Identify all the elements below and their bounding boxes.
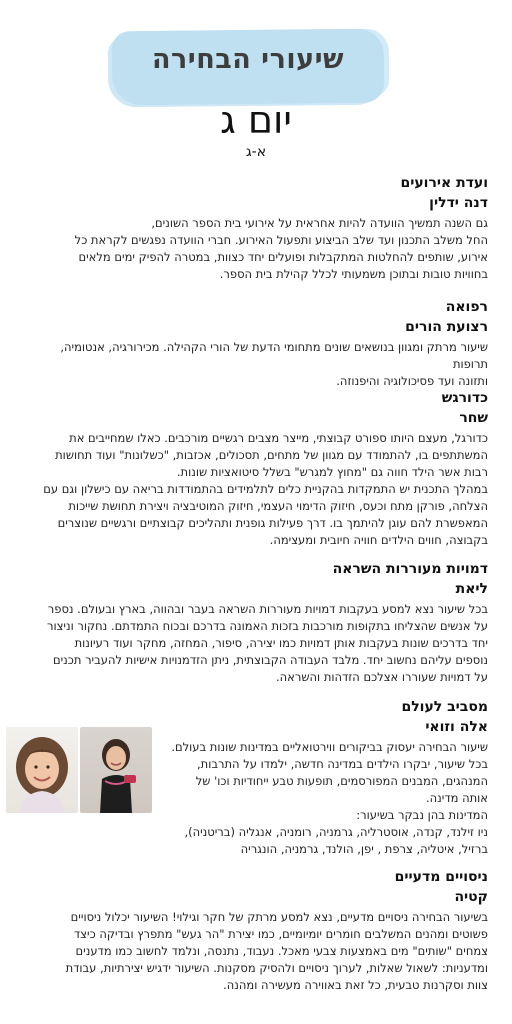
section-football: [22, 389, 488, 549]
photo-girl-standing: [80, 727, 152, 813]
section-teacher: קטיה: [454, 889, 488, 905]
page-title: שיעורי הבחירה: [151, 44, 345, 75]
section-inspiring-figures: [22, 560, 488, 686]
section-around-the-world: [158, 698, 488, 858]
description-line: בכל שיעור, יבקרו הילדים במדינה חדשה, ילמדו על התרבות,: [197, 757, 488, 771]
description-line: צוות וסקרנות טבעית, כל זאת באווירה מעשירה ומהנה.: [223, 978, 488, 992]
section-description: [22, 339, 488, 390]
section-title: ניסויים מדעיים: [394, 869, 488, 885]
description-line: המדינות בהן נבקר בשיעור:: [356, 808, 488, 822]
section-science-experiments: [22, 868, 488, 994]
description-line: ותזונה ועד פסיכולוגיה והיפנוזה.: [336, 374, 488, 388]
section-teacher: דנה ידלין: [429, 195, 488, 211]
description-line: בכל שיעור נצא למסע בעקבות דמויות מעוררות השראה בעבר ובהווה, בארץ ובעולם. נספר: [47, 602, 488, 616]
section-title: מסביב לעולם: [401, 699, 488, 715]
description-line: יחד בדרכים שונות בעקבות אותן דמויות כמו יצירה, סיפור, המחזה, מחקר ועוד רעיונות: [74, 636, 488, 650]
description-line: במהלך התכנית יש התמקדות בהקניית כלים לתלמידים בהתמודדות בריאה עם כישלון וגם עם: [43, 482, 488, 496]
girl-portrait-image: [6, 727, 78, 813]
section-medicine: [22, 298, 488, 390]
section-description: [22, 601, 488, 686]
description-line: המשתתפים בו, להתמודד עם מגוון של מתחים, תסכולים, אכזבות, "כשלונות" ועוד תחושות: [55, 448, 488, 462]
girl-standing-image: [80, 727, 152, 813]
photo-girl-smiling: [6, 727, 78, 813]
description-line: החל משלב התכנון ועד שלב הביצוע ותפעול האירוע. חברי הוועדה נפגשים לקראת כל: [74, 233, 488, 247]
section-title: רפואה: [445, 299, 488, 315]
teachers-photos: [6, 727, 152, 813]
description-line: המאפשרת להם עוגן להיתמך בו. דרך פעילות גופנית ותהליכים קבוצתיים ורגשיים שנוצרים: [57, 516, 488, 530]
description-line: ברזיל, איטליה, צרפת , יפן, הולנד, גרמניה, הונגריה: [240, 842, 488, 856]
description-line: בחוויות טובות ובתוכן משמעותי לכלל קהילת בית הספר.: [219, 267, 488, 281]
description-line: נוספים עליהם נחשוב יחד. מלבד העבודה הקבוצתית, ניתן הזדמנויות אישיות להעביר תכנים: [52, 653, 488, 667]
description-line: צמחים "שותים" מים באמצעות צבעי מאכל. נעבוד, נתנסה, ונלמד לחשוב כמו מדענים: [75, 944, 488, 958]
section-title: דמויות מעוררות השראה: [332, 561, 488, 577]
section-description: [22, 909, 488, 994]
description-line: כדורגל, מעצם היותו ספורט קבוצתי, מייצר מצבים רגשיים מורכבים. כאלו שמחייבים את: [69, 431, 488, 445]
section-teacher: שחר: [459, 410, 488, 426]
description-line: שיעור הבחירה יעסוק בביקורים ווירטואליים במדינות שונות בעולם.: [171, 740, 488, 754]
section-teacher: רצועת הורים: [405, 319, 488, 335]
description-line: אירוע, שותפים להחלטות המתקבלות ופועלים יחד כצוות, במטרה להפיק ימים מלאים: [78, 250, 488, 264]
description-line: רבות אשר הילד חווה גם "מחוץ למגרש" בשלל סיטואציות שונות.: [176, 465, 488, 479]
description-line: פשוטים ומהנים המשלבים חומרים יומיומיים, כמו יצירת "הר געש" מתפרץ ובדיקה כיצד: [73, 927, 488, 941]
description-line: בקבוצה, חווים הילדים חוויה חיובית ומעצימה.: [269, 533, 488, 547]
section-description: [158, 739, 488, 858]
section-teacher: אלה וזואי: [425, 719, 488, 735]
section-events-committee: [22, 174, 488, 283]
description-line: גם השנה תמשיך הוועדה להיות אחראית על אירועי בית הספר השונים,: [151, 216, 488, 230]
section-description: [22, 430, 488, 549]
description-line: ומדעניות: לשאול שאלות, לערוך ניסויים ולהסיק מסקנות. השיעור ידגיש יצירתיות, עבודת: [65, 961, 488, 975]
section-description: [22, 215, 488, 283]
description-line: על דמויות שעוררו אצלכם הזדהות והשראה.: [276, 670, 488, 684]
description-line: שיעור מרתק ומגוון בנושאים שונים מתחומי הדעת של הורי הקהילה. מכירורגיה, אנטומיה, תרופות: [60, 340, 488, 371]
section-teacher: ליאת: [455, 581, 488, 597]
section-title: ועדת אירועים: [400, 175, 488, 191]
description-line: המנהגים, המבנים המפורסמים, תופעות טבע ייחודיות וכו' של: [195, 774, 488, 788]
day-title: יום ג: [220, 98, 292, 142]
grades-label: א-ג: [245, 144, 267, 160]
description-line: הצלחה, פורקן מתח וכעס, חיזוק הדימוי העצמי, חיזוק המוטיבציה ויצירת תחושת שייכות: [68, 499, 488, 513]
section-title: כדורגש: [441, 390, 488, 406]
description-line: ניו זילנד, קנדה, אוסטרליה, גרמניה, רומניה, אנגליה (בריטניה),: [184, 825, 488, 839]
description-line: על אנשים שהצליחו בתקופות מורכבות בזכות האמונה בדרכם ובכוח התמדתם. נחקור וניצור: [46, 619, 488, 633]
description-line: בשיעור הבחירה ניסויים מדעיים, נצא למסע מרתק של חקר וגילוי! השיעור יכלול ניסויים: [70, 910, 488, 924]
description-line: אותה מדינה.: [426, 791, 488, 805]
